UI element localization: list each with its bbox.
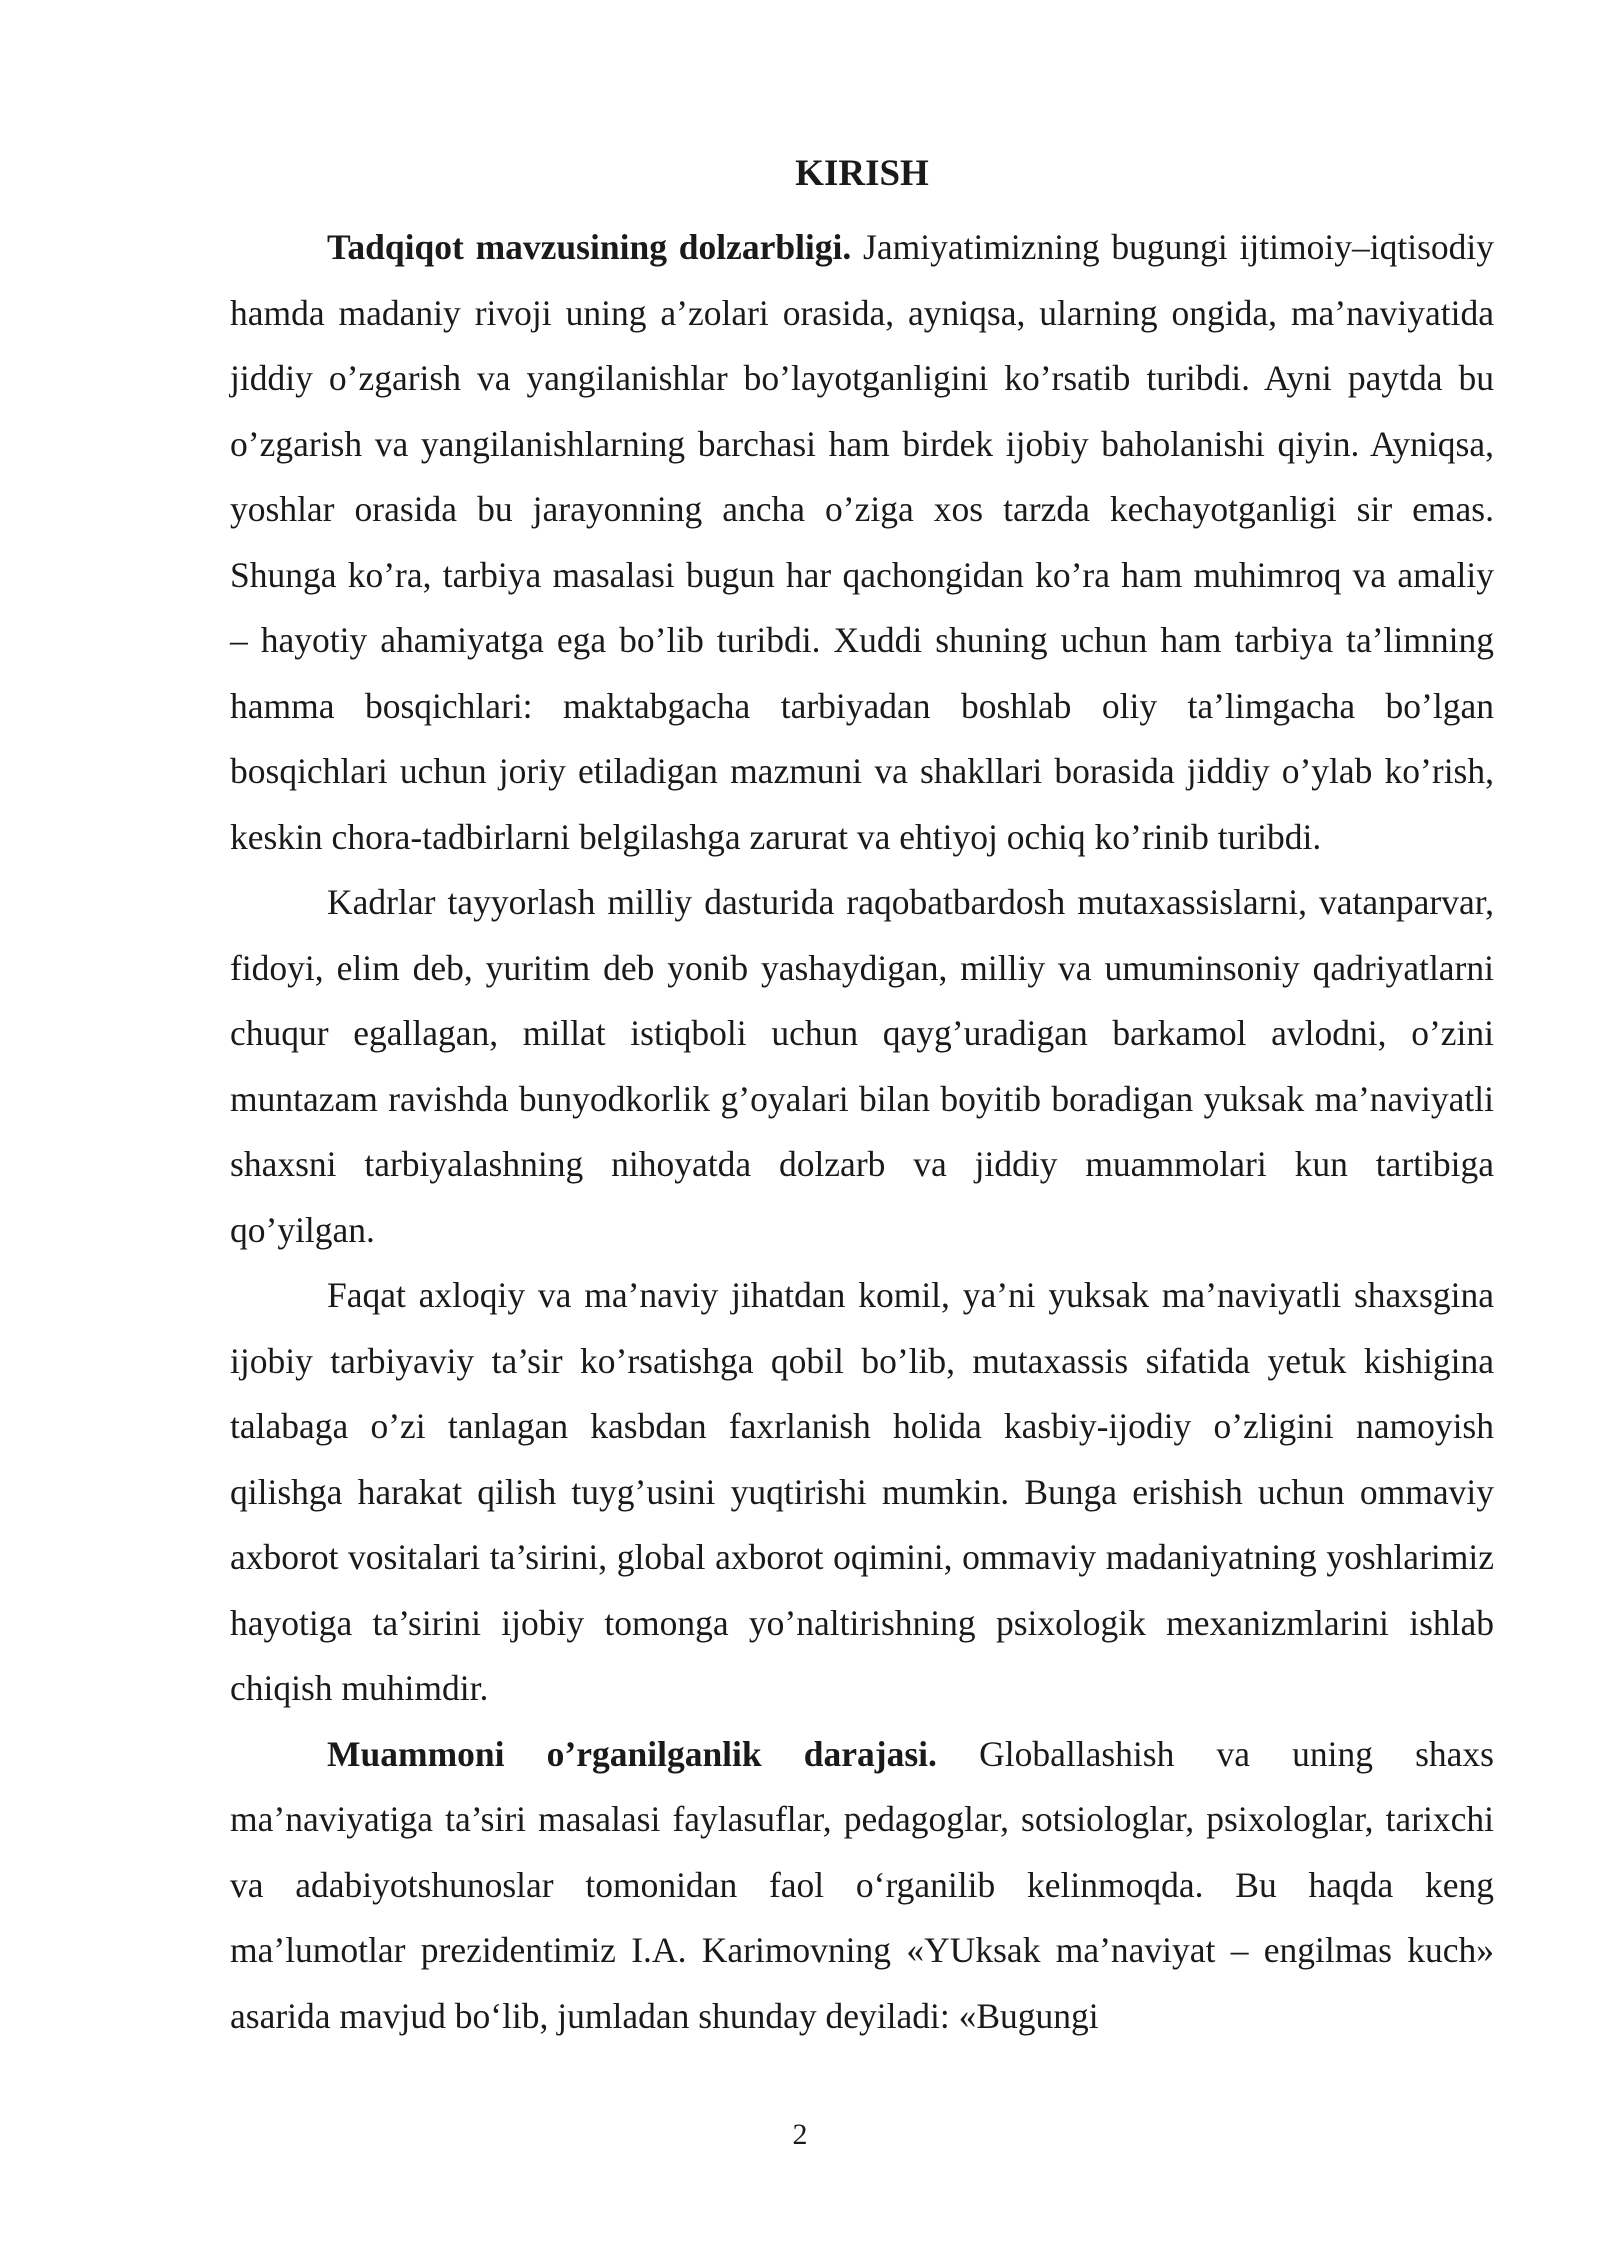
paragraph-text: Globallashish va uning shaxs ma’naviyatiga ta’siri masalasi faylasuflar, pedagoglar, sotsiologlar, psixologlar, tarixchi va adabiyotshunoslar tomonidan faol o‘rganilib kelinmoqda. Bu haqda keng ma’lumotlar prezidentimiz I.A. Karimovning «YUksak ma’naviyat – engilmas kuch» asarida mavjud bo‘lib, jumladan shunday deyiladi: «Bugungi — [230, 1733, 1494, 2036]
paragraph-lead: Muammoni o’rganilganlik darajasi. — [327, 1733, 937, 1774]
paragraph-lead: Tadqiqot mavzusining dolzarbligi. — [327, 227, 852, 267]
document-page — [230, 150, 1494, 2049]
page-number: 2 — [792, 2118, 808, 2151]
paragraph-text: Faqat axloqiy va ma’naviy jihatdan komil, ya’ni yuksak ma’naviyatli shaxsgina ijobiy tarbiyaviy ta’sir ko’rsatishga qobil bo’lib, mutaxassis sifatida yetuk kishigina talabaga o’zi tanlagan kasbdan faxrlanish holida kasbiy-ijodiy o’zligini namoyish qilishga harakat qilish tuyg’usini yuqtirishi mumkin. Bunga erishish uchun ommaviy axborot vositalari ta’sirini, global axborot oqimini, ommaviy madaniyatning yoshlarimiz hayotiga ta’sirini ijobiy tomonga yo’naltirishning psixologik mexanizmlarini ishlab chiqish muhimdir. — [230, 1275, 1494, 1708]
paragraph-text: Jamiyatimizning bugungi ijtimoiy–iqtisodiy hamda madaniy rivoji uning a’zolari orasida, ayniqsa, ularning ongida, ma’naviyatida jiddiy o’zgarish va yangilanishlar bo’layotganligini ko’rsatib turibdi. Ayni paytda bu o’zgarish va yangilanishlarning barchasi ham birdek ijobiy baholanishi qiyin. Ayniqsa, yoshlar orasida bu jarayonning ancha o’ziga xos tarzda kechayotganligi sir emas. Shunga ko’ra, tarbiya masalasi bugun har qachongidan ko’ra ham muhimroq va amaliy – hayotiy ahamiyatga ega bo’lib turibdi. Xuddi shuning uchun ham tarbiya ta’limning hamma bosqichlari: maktabgacha tarbiyadan boshlab oliy ta’limgacha bo’lgan bosqichlari uchun joriy etiladigan mazmuni va shakllari borasida jiddiy o’ylab ko’rish, keskin chora-tadbirlarni belgilashga zarurat va ehtiyoj ochiq ko’rinib turibdi. — [230, 227, 1494, 857]
paragraph-research-degree — [230, 1722, 1494, 2050]
paragraph-personnel-program — [230, 870, 1494, 1263]
section-title: KIRISH — [795, 153, 929, 194]
paragraph-relevance — [230, 215, 1494, 870]
paragraph-text: Kadrlar tayyorlash milliy dasturida raqobatbardosh mutaxassislarni, vatanparvar, fidoyi, elim deb, yuritim deb yonib yashaydigan, milliy va umuminsoniy qadriyatlarni chuqur egallagan, millat istiqboli uchun qayg’uradigan barkamol avlodni, o’zini muntazam ravishda bunyodkorlik g’oyalari bilan boyitib boradigan yuksak ma’naviyatli shaxsni tarbiyalashning nihoyatda dolzarb va jiddiy muammolari kun tartibiga qo’yilgan. — [230, 882, 1494, 1250]
paragraph-moral-spiritual — [230, 1263, 1494, 1722]
